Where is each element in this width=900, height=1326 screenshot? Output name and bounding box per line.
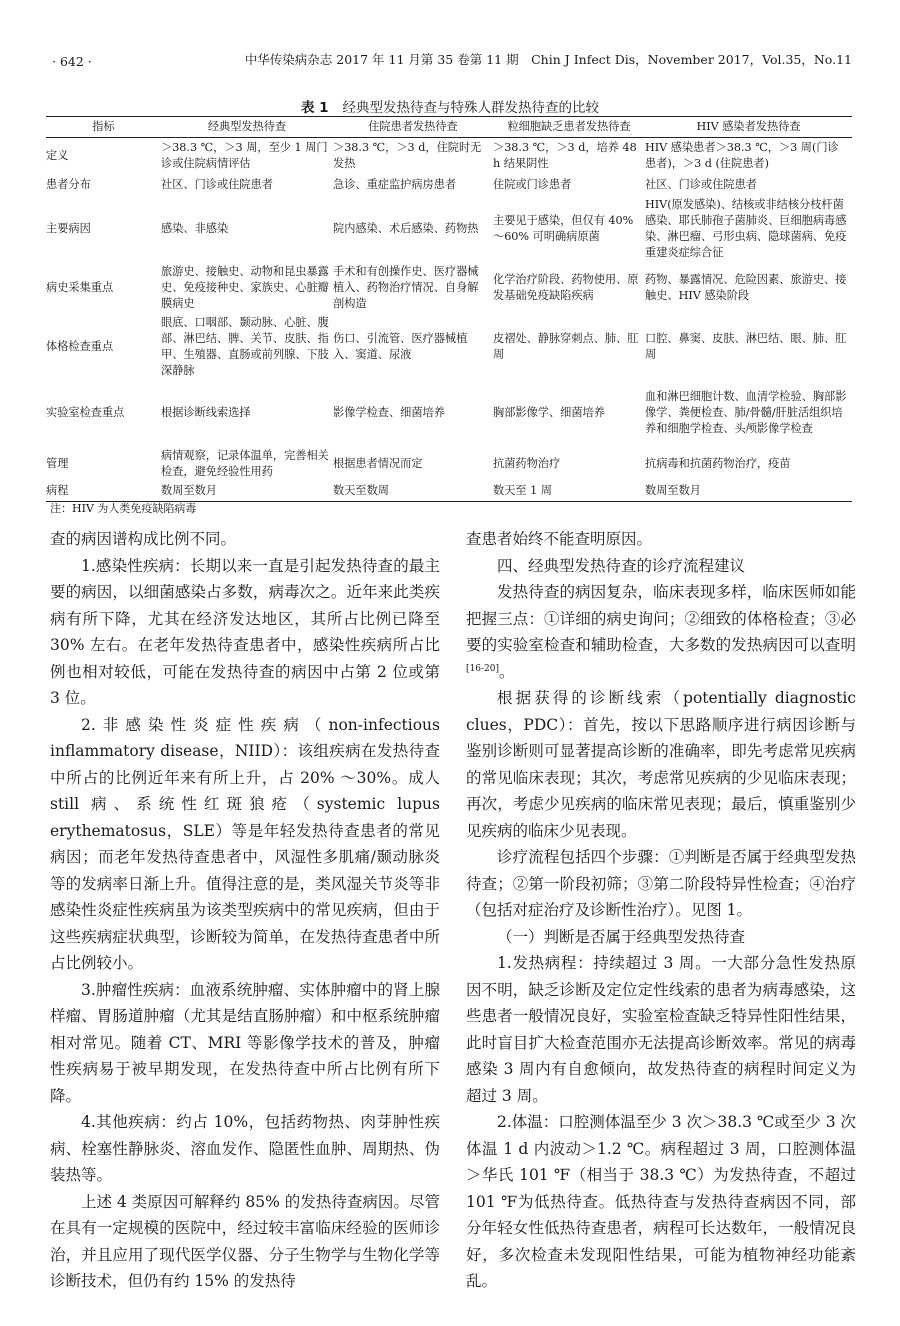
table-cell: 病情观察，记录体温单，完善相关检查，避免经验性用药 [161, 448, 329, 478]
paragraph: 2.体温：口腔测体温至少 3 次＞38.3 ℃或至少 3 次体温 1 d 内波动＞1.2 ℃。病程超过 3 周，口腔测体温＞华氏 101 ℉（相当于 38.3 ℃）为发热待查，不超过 101 ℉为低热待查。低热待查与发热待查病因不同，部分年轻女性低热待查患者，病程可长达数年，一般情况良好，多次检查未发现阳性结果，可能为植物神经功能紊乱。 [466, 1113, 856, 1290]
table-cell: 感染、非感染 [161, 221, 229, 235]
subsection-heading: （一）判断是否属于经典型发热待查 [497, 927, 746, 946]
paragraph: 1.感染性疾病：长期以来一直是引起发热待查的最主要的病因，以细菌感染占多数，病毒次之。近年来此类疾病有所下降，尤其在经济发达地区，其所占比例已降至 30% 左右。在老年发热待查患者中，感染性疾病所占比例也相对较低，可能在发热待查的病因中占第 2 位或第 3 位。 [50, 556, 440, 707]
table-cell: 根据诊断线索选择 [161, 405, 251, 419]
table-row [46, 138, 852, 174]
column-header: 住院患者发热待查 [333, 117, 493, 138]
table-cell: 影像学检查、细菌培养 [333, 405, 445, 419]
page-number: · 642 · [52, 54, 92, 69]
table-cell: 住院或门诊患者 [493, 177, 572, 191]
table-cell: 手术和有创操作史、医疗器械植入、药物治疗情况、自身解剖构造 [333, 264, 479, 310]
table-row [46, 314, 852, 380]
table-row [46, 262, 852, 314]
paragraph: 诊疗流程包括四个步骤：①判断是否属于经典型发热待查；②第一阶段初筛；③第二阶段特异性检查；④治疗（包括对症治疗及诊断性治疗）。见图 1。 [466, 848, 856, 919]
paragraph: 3.肿瘤性疾病：血液系统肿瘤、实体肿瘤中的肾上腺样瘤、胃肠道肿瘤（尤其是结直肠肿瘤）和中枢系统肿瘤相对常见。随着 CT、MRI 等影像学技术的普及，肿瘤性疾病易于被早期发现，在发热待查中所占比例有所下降。 [50, 980, 440, 1105]
table-cell: 旅游史、接触史、动物和昆虫暴露史、免疫接种史、家族史、心脏瓣膜病史 [161, 264, 329, 310]
right-text-column [466, 526, 856, 1295]
table-cell: 数天至 1 周 [493, 482, 645, 502]
table-cell: 院内感染、术后感染、药物热 [333, 221, 479, 235]
table-cell: 定义 [46, 148, 69, 162]
table-cell: 社区、门诊或住院患者 [645, 177, 757, 191]
paragraph: 4.其他疾病：约占 10%，包括药物热、肉芽肿性疾病、栓塞性静脉炎、溶血发作、隐匿性血肿、周期热、伪装热等。 [50, 1113, 440, 1184]
table-title [0, 96, 900, 116]
table-cell: 胸部影像学、细菌培养 [493, 405, 605, 419]
table-label: 表 1 [300, 100, 329, 116]
comparison-table [46, 116, 852, 502]
table-caption: 经典型发热待查与特殊人群发热待查的比较 [342, 100, 600, 116]
table-cell: 数周至数月 [161, 482, 333, 502]
table-cell: 社区、门诊或住院患者 [161, 177, 273, 191]
table-cell: 眼底、口咽部、颞动脉、心脏、腹部、淋巴结、脾、关节、皮肤、指甲、生殖器、直肠或前列腺、下肢深静脉 [161, 315, 329, 377]
paragraph: 1.发热病程：持续超过 3 周。一大部分急性发热原因不明，缺乏诊断及定位定性线索的患者为病毒感染，这些患者一般情况良好，实验室检查缺乏特异性阳性结果，此时盲目扩大检查范围亦无法提高诊断效率。常见的病毒感染 3 周内有自愈倾向，故发热待查的病程时间定义为超过 3 周。 [466, 954, 856, 1105]
paragraph: 根据获得的诊断线索（potentially diagnostic clues，PDC）：首先，按以下思路顺序进行病因诊断与鉴别诊断则可显著提高诊断的准确率，即先考虑常见疾病的常见临床表现；其次，考虑常见疾病的少见临床表现；再次，考虑少见疾病的临床常见表现；最后，慎重鉴别少见疾病的临床少见表现。 [466, 689, 856, 840]
table-cell: 主要见于感染，但仅有 40% ～60% 可明确病原菌 [493, 213, 634, 243]
table-row [46, 196, 852, 262]
paragraph: 2.非感染性炎症性疾病（non-infectious inflammatory disease，NIID）：该组疾病在发热待查中所占的比例近年来有所上升，占 20% ～30%。成人 still 病、系统性红斑狼疮（systemic lupus erythematosus，SLE）等是年轻发热待查患者的常见病因；而老年发热待查患者中，风湿性多肌痛/颞动脉炎等的发病率日渐上升。值得注意的是，类风湿关节炎等非感染性炎症性疾病虽为该类型疾病中的常见疾病，但由于这些疾病症状典型，诊断较为简单，在发热待查患者中所占比例较小。 [50, 715, 440, 972]
column-header: 经典型发热待查 [161, 117, 333, 138]
table-cell: HIV 感染患者＞38.3 ℃，＞3 周(门诊患者)，＞3 d (住院患者) [645, 140, 839, 170]
column-header: 粒细胞缺乏患者发热待查 [493, 117, 645, 138]
table-row [46, 446, 852, 482]
table-cell: 血和淋巴细胞计数、血清学检验、胸部影像学、粪便检查、肺/骨髓/肝脏活组织培养和细胞学检查、头颅影像学检查 [645, 389, 847, 435]
column-header: 指标 [46, 117, 161, 138]
table-cell: 根据患者情况而定 [333, 456, 423, 470]
table-cell: 主要病因 [46, 221, 91, 235]
paragraph: 上述 4 类原因可解释约 85% 的发热待查病因。尽管在具有一定规模的医院中，经过较丰富临床经验的医师诊治，并且应用了现代医学仪器、分子生物学与生物化学等诊断技术，但仍有约 15% 的发热待 [50, 1192, 440, 1290]
table-cell: 抗菌药物治疗 [493, 456, 561, 470]
table-cell: 实验室检查重点 [46, 405, 125, 419]
table-row [46, 380, 852, 446]
table-row [46, 482, 852, 502]
table-cell: 口腔、鼻窦、皮肤、淋巴结、眼、肺、肛周 [645, 331, 847, 361]
column-header: HIV 感染者发热待查 [645, 117, 852, 138]
paragraph: 查的病因谱构成比例不同。 [50, 530, 237, 548]
table-cell: 皮褶处、静脉穿刺点、肺、肛周 [493, 331, 639, 361]
paragraph-text: 发热待查的病因复杂，临床表现多样，临床医师如能把握三点：①详细的病史询问；②细致的体格检查；③必要的实验室检查和辅助检查，大多数的发热病因可以查明 [466, 583, 856, 654]
table-cell: 病程 [46, 482, 161, 502]
left-text-column [50, 526, 440, 1295]
citation-reference: [16-20] [466, 663, 499, 674]
table-row [46, 174, 852, 196]
table-header-row [46, 117, 852, 138]
journal-citation: 中华传染病杂志 2017 年 11 月第 35 卷第 11 期 Chin J Infect Dis，November 2017，Vol.35，No.11 [244, 52, 852, 67]
table-cell: ＞38.3 ℃，＞3 周，至少 1 周门诊或住院病情评估 [161, 140, 328, 170]
running-header [48, 48, 852, 70]
table-cell: ＞38.3 ℃，＞3 d，培养 48 h 结果阴性 [493, 140, 637, 170]
section-heading: 四、经典型发热待查的诊疗流程建议 [497, 556, 746, 575]
table-cell: ＞38.3 ℃，＞3 d，住院时无发热 [333, 140, 482, 170]
table-cell: 患者分布 [46, 177, 91, 191]
table-cell: 数天至数周 [333, 482, 493, 502]
table-note: 注：HIV 为人类免疫缺陷病毒 [50, 502, 197, 515]
paragraph [466, 579, 856, 685]
table-cell: 体格检查重点 [46, 339, 114, 353]
table-cell: 数周至数月 [645, 482, 852, 502]
table-cell: 伤口、引流管、医疗器械植入、窦道、尿液 [333, 331, 468, 361]
table-cell: 药物、暴露情况、危险因素、旅游史、接触史、HIV 感染阶段 [645, 272, 847, 302]
table-cell: 管理 [46, 456, 69, 470]
table-cell: HIV(原发感染)、结核或非结核分枝杆菌感染、耶氏肺孢子菌肺炎、巨细胞病毒感染、淋巴瘤、弓形虫病、隐球菌病、免疫重建炎症综合征 [645, 197, 847, 259]
table-cell: 急诊、重症监护病房患者 [333, 177, 457, 191]
table-cell: 抗病毒和抗菌药物治疗，疫苗 [645, 456, 791, 470]
table-cell: 化学治疗阶段、药物使用、原发基础免疫缺陷疾病 [493, 272, 639, 302]
table-cell: 病史采集重点 [46, 280, 114, 294]
paragraph-end: 。 [498, 662, 515, 681]
paragraph: 查患者始终不能查明原因。 [466, 530, 653, 548]
